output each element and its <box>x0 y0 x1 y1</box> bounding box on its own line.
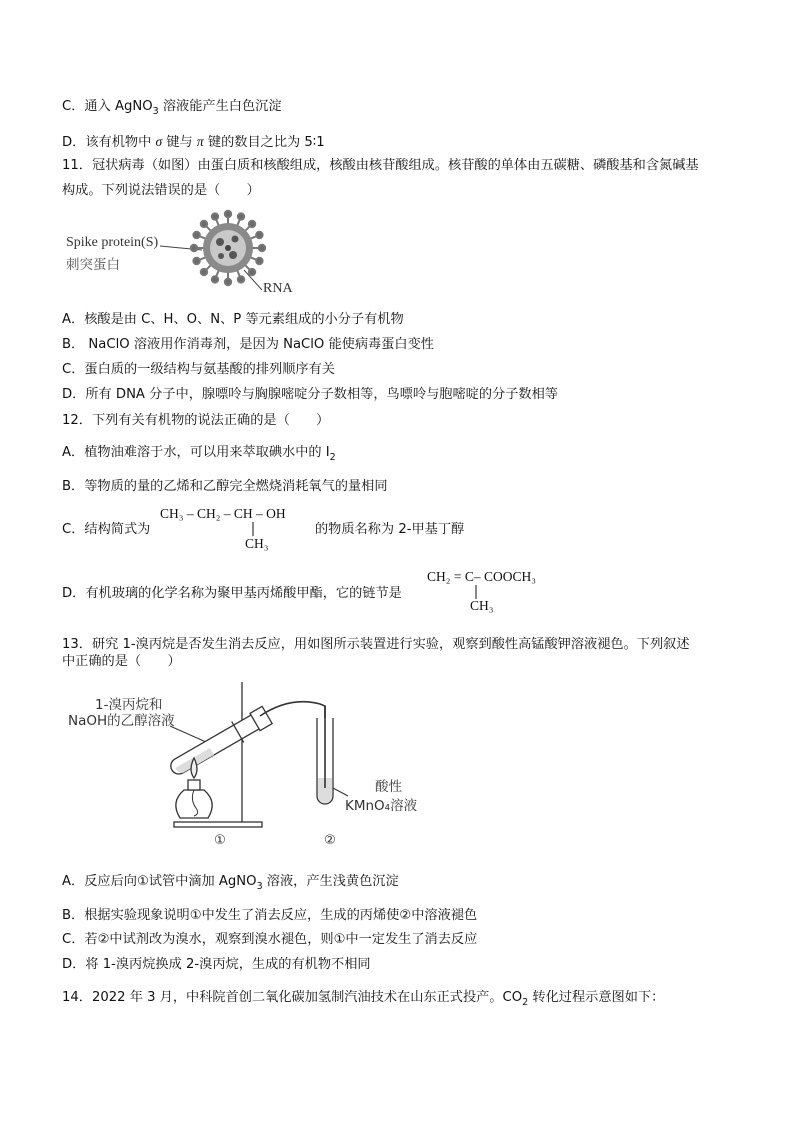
q13-stem-line1: 13．研究 1-溴丙烷是否发生消去反应，用如图所示装置进行实验，观察到酸性高锰酸钾溶液褪色。下列叙述 <box>62 637 690 652</box>
q12-stem: 12．下列有关有机物的说法正确的是（ ） <box>62 413 330 428</box>
virus-spike-head <box>212 276 218 282</box>
virus-spike-head <box>212 213 218 219</box>
structure-c-main-chain: CH₃ – CH₂ – CH – OH <box>160 506 286 521</box>
virus-spike-head <box>259 245 265 251</box>
q11-option-b: B． NaClO 溶液用作消毒剂，是因为 NaClO 能使病毒蛋白变性 <box>62 337 434 352</box>
coronavirus-icon <box>180 208 380 308</box>
q13-option-a: A．反应后向①试管中滴加 AgNO$_3$ 溶液，产生浅黄色沉淀 <box>62 874 399 892</box>
q10-option-c: C．通入 AgNO$_3$ 溶液能产生白色沉淀 <box>62 99 282 117</box>
apparatus-label-1-line2: NaOH的乙醇溶液 <box>68 713 175 729</box>
virus-spike-head <box>191 245 197 251</box>
virus-spike-head <box>249 269 255 275</box>
virus-spike-head <box>201 269 207 275</box>
virus-spike-head <box>238 213 244 219</box>
q10-option-d: D．该有机物中 σ 键与 π 键的数目之比为 5∶1 <box>62 134 325 150</box>
q13-option-d: D．将 1-溴丙烷换成 2-溴丙烷，生成的有机物不相同 <box>62 957 371 972</box>
q13-option-c: C．若②中试剂改为溴水，观察到溴水褪色，则①中一定发生了消去反应 <box>62 932 478 947</box>
apparatus-number-2: ② <box>324 833 336 848</box>
structure-c-branch: CH₃ <box>245 536 269 551</box>
q13-option-b: B．根据实验现象说明①中发生了消去反应，生成的丙烯使②中溶液褪色 <box>62 908 478 923</box>
q12-option-d-text: D．有机玻璃的化学名称为聚甲基丙烯酸甲酯，它的链节是 <box>62 586 402 601</box>
virus-spike-head <box>256 232 262 238</box>
virus-spike-head <box>201 221 207 227</box>
structure-d-branch: CH₃ <box>470 598 494 613</box>
virus-spike-head <box>249 221 255 227</box>
virus-spike-head <box>225 279 231 285</box>
q12-option-c-suffix: 的物质名称为 2-甲基丁醇 <box>315 522 465 537</box>
apparatus-label-2-line1: 酸性 <box>375 779 402 795</box>
q11-option-a: A．核酸是由 C、H、O、N、P 等元素组成的小分子有机物 <box>62 312 404 327</box>
virus-spike-head <box>238 276 244 282</box>
spike-protein-label: Spike protein(S) <box>66 235 159 250</box>
apparatus-label-2-line2: KMnO₄溶液 <box>345 798 418 814</box>
q11-option-d: D．所有 DNA 分子中，腺嘌呤与胸腺嘧啶分子数相等，鸟嘌呤与胞嘧啶的分子数相等 <box>62 387 558 402</box>
q14-stem: 14．2022 年 3 月，中科院首创二氧化碳加氢制汽油技术在山东正式投产。$CO_2$ 转化过程示意图如下： <box>62 990 665 1008</box>
q11-stem-line1: 11．冠状病毒（如图）由蛋白质和核酸组成，核酸由核苷酸组成。核苷酸的单体由五碳糖、磷酸基和含氮碱基 <box>62 158 699 173</box>
q12-option-a: A．植物油难溶于水，可以用来萃取碘水中的 $I_2$ <box>62 445 336 463</box>
virus-spike-head <box>193 258 199 264</box>
q11-option-c: C．蛋白质的一级结构与氨基酸的排列顺序有关 <box>62 362 335 377</box>
apparatus-drawing <box>150 678 450 838</box>
virus-spike-head <box>256 258 262 264</box>
virus-spike-head <box>225 211 231 217</box>
rna-label: RNA <box>263 281 293 296</box>
q12-option-c-prefix: C．结构简式为 <box>62 522 151 537</box>
q12-option-b: B．等物质的量的乙烯和乙醇完全燃烧消耗氧气的量相同 <box>62 479 388 494</box>
q11-stem-line2: 构成。下列说法错误的是（ ） <box>62 183 260 198</box>
apparatus-label-1-line1: 1-溴丙烷和 <box>95 697 163 713</box>
virus-spike-head <box>193 232 199 238</box>
structure-d-main-chain: CH₂ = C– COOCH₃ <box>427 569 536 584</box>
q13-stem-line2: 中正确的是（ ） <box>62 654 181 669</box>
spike-protein-label-cn: 刺突蛋白 <box>66 257 120 273</box>
apparatus-number-1: ① <box>214 833 226 848</box>
